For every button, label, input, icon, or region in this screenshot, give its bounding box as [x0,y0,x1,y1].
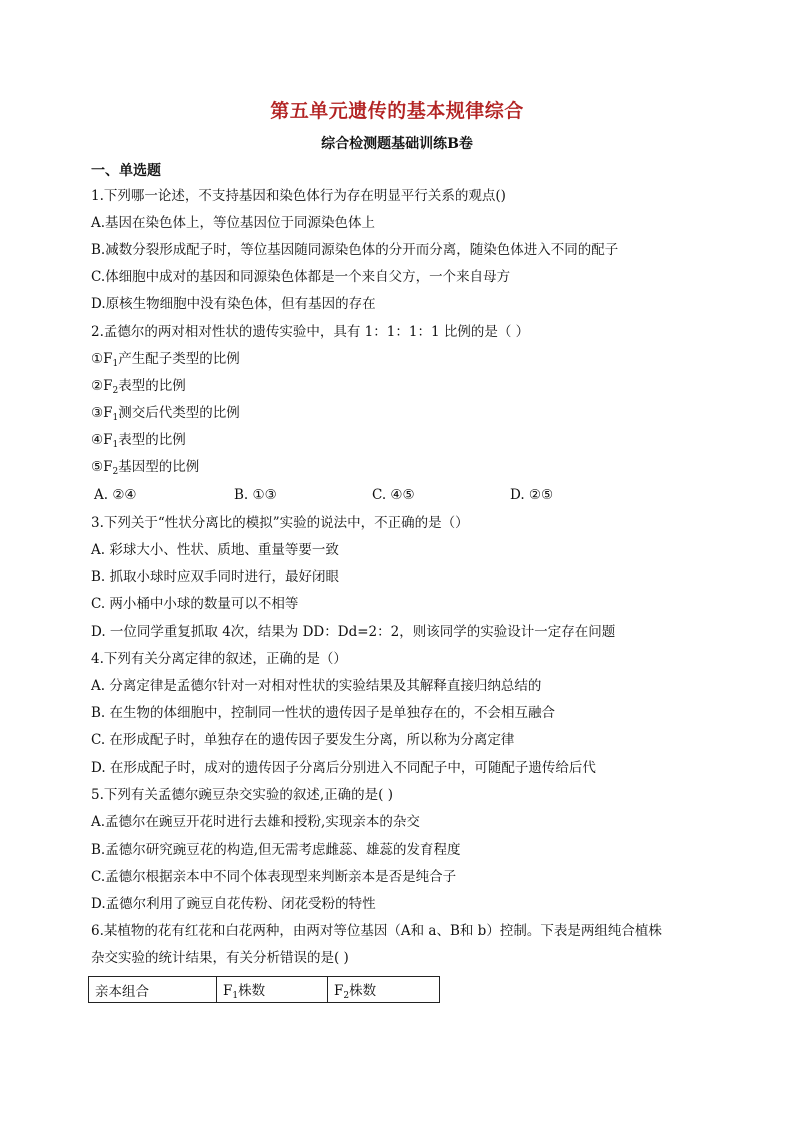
q2-item-1: $①F_1$产生配子类型的比例 [91,351,240,369]
q2-option-c: C. ④⑤ [372,487,415,503]
q1-stem: 1.下列哪一论述，不支持基因和染色体行为存在明显平行关系的观点() [91,188,506,204]
q2-item-2: $②F_2$表型的比例 [91,378,186,396]
q5-option-c: C.孟德尔根据亲本中不同个体表现型来判断亲本是否是纯合子 [91,869,457,885]
q6-stem-line-1: 6.某植物的花有红花和白花两种，由两对等位基因（A和 a、B和 b）控制。下表是两组纯合植株 [91,923,662,939]
q5-option-a: A.孟德尔在豌豆开花时进行去雄和授粉,实现亲本的杂交 [91,814,420,830]
q1-option-b: B.减数分裂形成配子时，等位基因随同源染色体的分开而分离，随染色体进入不同的配子 [91,242,619,258]
q3-option-b: B. 抓取小球时应双手同时进行，最好闭眼 [91,569,340,585]
q2-option-b: B. ①③ [234,487,277,503]
q5-stem: 5.下列有关孟德尔豌豆杂交实验的叙述,正确的是( ) [91,787,393,803]
q3-option-c: C. 两小桶中小球的数量可以不相等 [91,596,299,612]
q3-option-a: A. 彩球大小、性状、质地、重量等要一致 [91,542,339,558]
q2-item-4: $④F_1$表型的比例 [91,432,186,450]
q4-option-c: C. 在形成配子时，单独存在的遗传因子要发生分离，所以称为分离定律 [91,732,515,748]
q4-option-a: A. 分离定律是孟德尔针对一对相对性状的实验结果及其解释直接归纳总结的 [91,678,542,694]
q4-stem: 4.下列有关分离定律的叙述，正确的是（） [91,651,347,667]
q1-option-d: D.原核生物细胞中没有染色体，但有基因的存在 [91,296,376,312]
table-row [89,977,440,1003]
q4-option-b: B. 在生物的体细胞中，控制同一性状的遗传因子是单独存在的，不会相互融合 [91,705,556,721]
q2-stem: 2.孟德尔的两对相对性状的遗传实验中，具有 1：1：1：1 比例的是（ ） [91,324,530,340]
q6-stem-line-2: 杂交实验的统计结果，有关分析错误的是( ) [91,950,349,966]
table-header-cell: 亲本组合 [89,977,217,1003]
q2-item-5: $⑤F_2$基因型的比例 [91,459,200,477]
q1-option-c: C.体细胞中成对的基因和同源染色体都是一个来自父方，一个来自母方 [91,269,511,285]
q3-stem: 3.下列关于“性状分离比的模拟”实验的说法中，不正确的是（） [91,515,469,531]
q6-table [88,976,440,1003]
q2-option-d: D. ②⑤ [510,487,554,503]
q1-option-a: A.基因在染色体上，等位基因位于同源染色体上 [91,215,376,231]
q5-option-b: B.孟德尔研究豌豆花的构造,但无需考虑雌蕊、雄蕊的发育程度 [91,842,461,858]
q2-option-a: A. ②④ [94,487,137,503]
table-header-cell: $F_2$株数 [328,977,440,1003]
q4-option-d: D. 在形成配子时，成对的遗传因子分离后分别进入不同配子中，可随配子遗传给后代 [91,760,596,776]
q5-option-d: D.孟德尔利用了豌豆自花传粉、闭花受粉的特性 [91,896,376,912]
table-header-cell: $F_1$株数 [217,977,328,1003]
page-subtitle: 综合检测题基础训练B卷 [321,136,473,152]
q3-option-d: D. 一位同学重复抓取 4次，结果为 DD：Dd=2：2，则该同学的实验设计一定存在问题 [91,624,616,640]
q2-options [91,487,691,505]
q2-item-3: $③F_1$测交后代类型的比例 [91,405,240,423]
section-heading: 一、单选题 [91,163,161,179]
page-title: 第五单元遗传的基本规律综合 [270,100,524,122]
